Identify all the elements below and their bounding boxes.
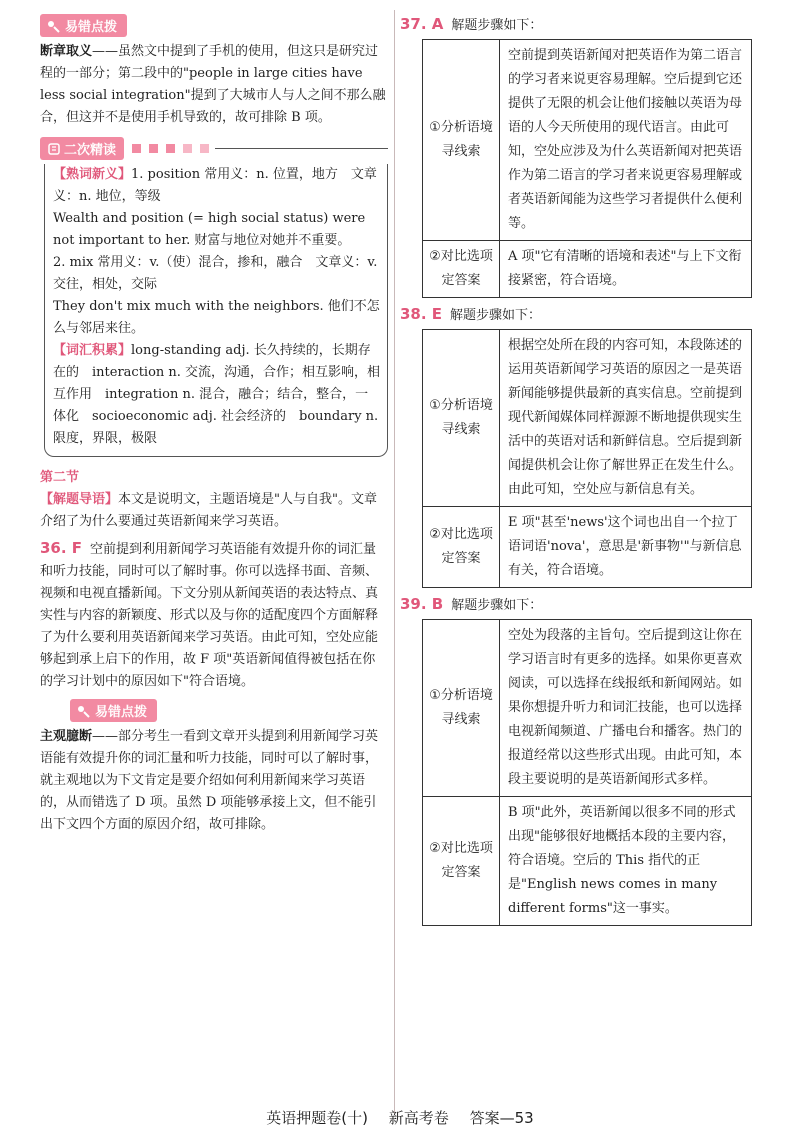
book-icon bbox=[48, 143, 60, 155]
error-tip-lead: 断章取义 bbox=[40, 44, 93, 59]
sparkle-icon bbox=[76, 704, 90, 718]
section-2-title: 第二节 bbox=[40, 470, 80, 485]
footer-title: 英语押题卷(十) bbox=[266, 1109, 369, 1127]
step-label: ②对比选项定答案 bbox=[423, 241, 500, 298]
footer-page: 答案—53 bbox=[469, 1109, 534, 1127]
vocab-accum-text: long-standing adj. 长久持续的，长期存在的 interaction n. 交流，沟通，合作；相互影响，相互作用 integration n. 混合，融合；结合，整合，一体化 socioeconomic adj. 社会经济的 boundary n. 限度，界限，极限 bbox=[53, 343, 381, 446]
vocab-item-1-text: 1. position 常用义：n. 位置，地方 文章义：n. 地位，等级 bbox=[53, 167, 377, 204]
table-row bbox=[423, 507, 752, 588]
left-column bbox=[40, 14, 388, 836]
q37-steps-table bbox=[422, 39, 752, 298]
footer-exam: 新高考卷 bbox=[388, 1109, 449, 1127]
step-text: A 项"它有清晰的语境和表述"与上下文衔接紧密，符合语境。 bbox=[500, 241, 752, 298]
step-label: ②对比选项定答案 bbox=[423, 507, 500, 588]
badge-label: 易错点拨 bbox=[65, 20, 118, 35]
q36-text: 空前提到利用新闻学习英语能有效提升你的词汇量和听力技能，同时可以了解时事。你可以选择书面、音频、视频和电视直播新闻。下文分别从新闻英语的表达特点、真实性与内容的新颖度、形式以及与你的适配度四个方面解释了为什么要利用英语新闻来学习英语。由此可知，空处应能够起到承上启下的作用，故 F 项"英语新闻值得被包括在你的学习计划中的原因如下"符合语境。 bbox=[40, 542, 379, 689]
vocab-example-1: Wealth and position (= high social status) were not important to her. 财富与地位对她并不重要。 bbox=[53, 211, 366, 248]
q37-header bbox=[400, 14, 774, 33]
step-text: 根据空处所在段的内容可知，本段陈述的运用英语新闻学习英语的原因之一是英语新闻能够提供最新的真实信息。空前提到现代新闻媒体同样源源不断地提供现实生活中的英语对话和新鲜信息。空后提到新闻提供机会让你了解世界正在发生什么。由此可知，空处应与新信息有关。 bbox=[500, 330, 752, 507]
table-row bbox=[423, 797, 752, 926]
q36-paragraph bbox=[40, 537, 388, 693]
decor-square bbox=[149, 144, 158, 153]
vocab-item-1 bbox=[53, 164, 381, 208]
vocab-accum bbox=[53, 340, 381, 450]
q39-number: 39. B bbox=[400, 594, 444, 613]
q37-number: 37. A bbox=[400, 14, 444, 33]
decor-square bbox=[183, 144, 192, 153]
table-row bbox=[423, 620, 752, 797]
error-tip-badge bbox=[40, 14, 127, 37]
q36-number: 36. F bbox=[40, 539, 83, 557]
step-label: ①分析语境寻线索 bbox=[423, 620, 500, 797]
step-text: B 项"此外，英语新闻以很多不同的形式出现"能够很好地概括本段的主要内容，符合语境。空后的 This 指代的正是"English news comes in many different forms"这一事实。 bbox=[500, 797, 752, 926]
step-label: ②对比选项定答案 bbox=[423, 797, 500, 926]
familiar-word-tag: 【熟词新义】 bbox=[53, 167, 132, 182]
badge-label: 易错点拨 bbox=[95, 705, 148, 720]
step-label: ①分析语境寻线索 bbox=[423, 330, 500, 507]
vocab-example-2: They don't mix much with the neighbors. 他们不怎么与邻居来往。 bbox=[53, 299, 380, 336]
vocab-accum-tag: 【词汇积累】 bbox=[53, 343, 132, 358]
decor-square bbox=[166, 144, 175, 153]
error-tip-lead-2: 主观臆断 bbox=[40, 729, 93, 744]
q37-head: 解题步骤如下： bbox=[451, 18, 543, 33]
step-label: ①分析语境寻线索 bbox=[423, 40, 500, 241]
step-text: 空处为段落的主旨句。空后提到这让你在学习语言时有更多的选择。如果你更喜欢阅读，可以选择在线报纸和新闻网站。如果你想提升听力和词汇技能，也可以选择电视新闻频道、广播电台和播客。热门的报道经常以这些形式出现。由此可知，本段主要说明的是英语新闻形式多样。 bbox=[500, 620, 752, 797]
step-text: E 项"甚至'news'这个词也出自一个拉丁语词语'nova'，意思是'新事物'"与新信息有关，符合语境。 bbox=[500, 507, 752, 588]
q39-head: 解题步骤如下： bbox=[451, 598, 543, 613]
step-text: 空前提到英语新闻对把英语作为第二语言的学习者来说更容易理解。空后提到它还提供了无限的机会让他们接触以英语为母语的人今天所使用的现代语言。由此可知，空处应涉及为什么英语新闻对把英语作为第二语言的学习者来说更容易理解或者英语新闻能为这些学习者提供什么便利等。 bbox=[500, 40, 752, 241]
q38-number: 38. E bbox=[400, 304, 443, 323]
guide-paragraph bbox=[40, 489, 388, 533]
q39-steps-table bbox=[422, 619, 752, 926]
error-tip-paragraph-2 bbox=[40, 726, 388, 836]
q38-header bbox=[400, 304, 774, 323]
right-column bbox=[400, 14, 774, 932]
section-header-reread bbox=[40, 137, 388, 160]
guide-text: 本文是说明文，主题语境是"人与自我"。文章介绍了为什么要通过英语新闻来学习英语。 bbox=[40, 492, 377, 529]
sparkle-icon bbox=[46, 19, 60, 33]
section-title-box bbox=[40, 137, 124, 160]
column-divider bbox=[394, 10, 395, 1115]
table-row bbox=[423, 330, 752, 507]
reread-box bbox=[44, 164, 388, 457]
decor-square bbox=[200, 144, 209, 153]
page-footer bbox=[0, 1107, 800, 1128]
vocab-item-2: 2. mix 常用义：v.（使）混合，掺和，融合 文章义：v. 交往，相处，交际 bbox=[53, 255, 378, 292]
section-title: 二次精读 bbox=[64, 143, 117, 158]
decor-square bbox=[132, 144, 141, 153]
header-line bbox=[215, 148, 388, 149]
q38-steps-table bbox=[422, 329, 752, 588]
error-tip-text: ——虽然文中提到了手机的使用，但这只是研究过程的一部分；第二段中的"people in large cities have less social integration"提到了大城市人与人之间不那么融合，但这并不是使用手机导致的，故可排除 B 项。 bbox=[40, 44, 386, 125]
guide-tag: 【解题导语】 bbox=[40, 492, 119, 507]
error-tip-text-2: ——部分考生一看到文章开头提到利用新闻学习英语能有效提升你的词汇量和听力技能，同时可以了解时事，就主观地以为下文肯定是要介绍如何利用新闻来学习英语的，从而错选了 D 项。虽然 D 项能够承接上文，但不能引出下文四个方面的原因介绍，故可排除。 bbox=[40, 729, 379, 832]
q39-header bbox=[400, 594, 774, 613]
error-tip-paragraph bbox=[40, 41, 388, 129]
table-row bbox=[423, 241, 752, 298]
q38-head: 解题步骤如下： bbox=[450, 308, 542, 323]
table-row bbox=[423, 40, 752, 241]
error-tip-badge-2 bbox=[70, 699, 157, 722]
